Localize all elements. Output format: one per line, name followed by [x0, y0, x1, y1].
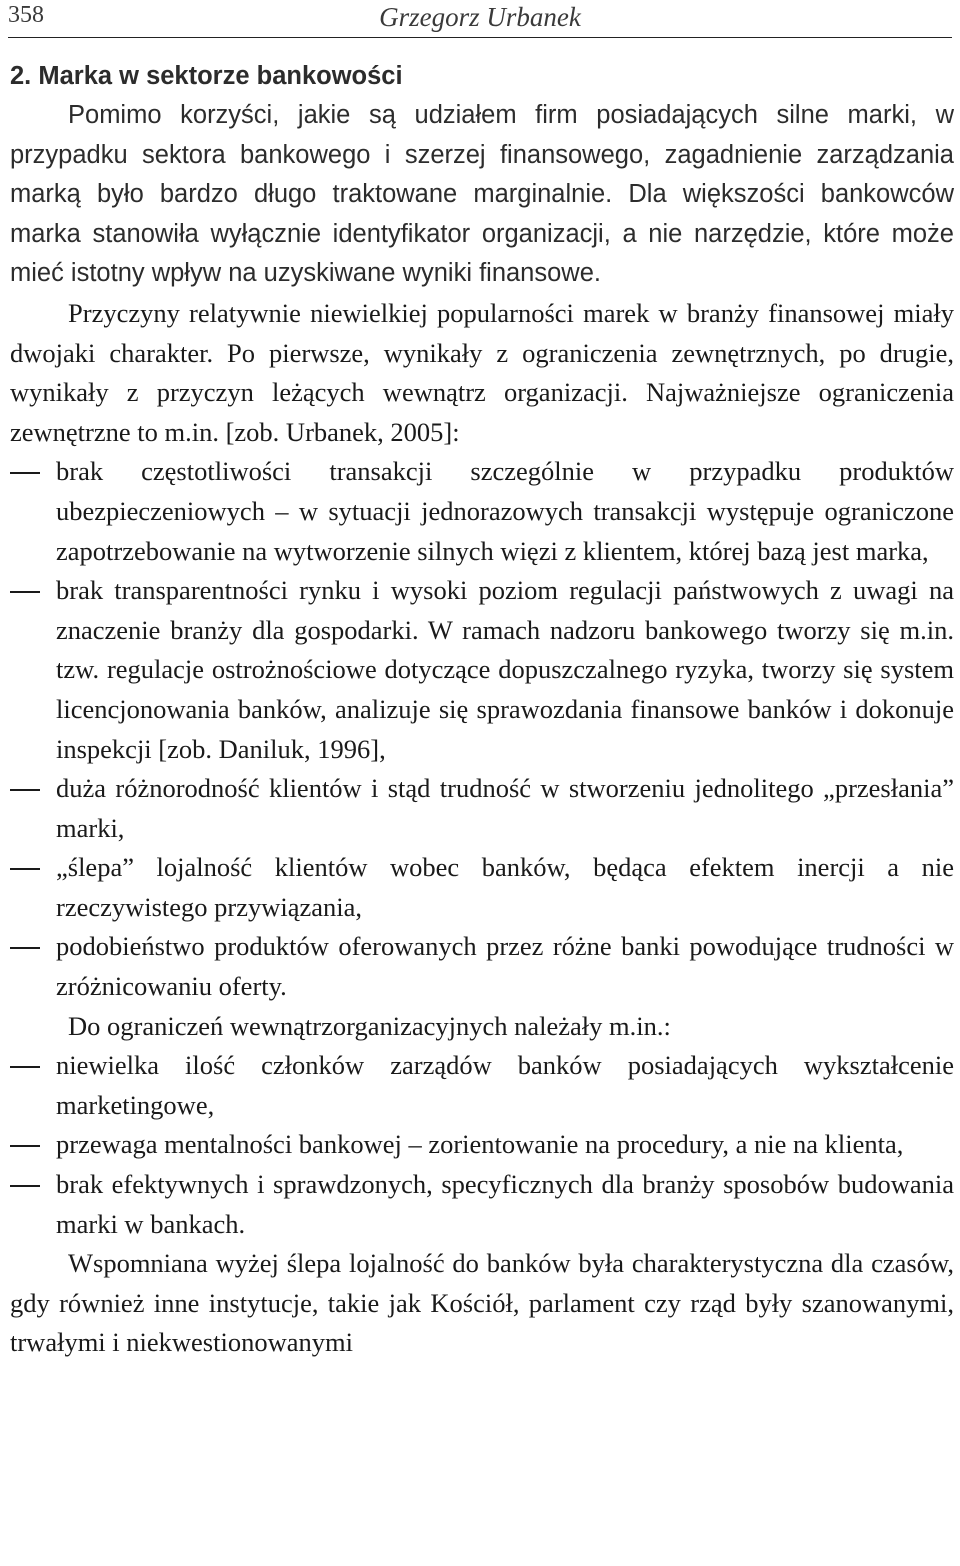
- list-item: duża różnorodność klientów i stąd trudność w stworzeniu jednolitego „przesłania” marki,: [10, 769, 954, 848]
- dash-bullet: [10, 1066, 40, 1068]
- list-item: przewaga mentalności bankowej – zorientowanie na procedury, a nie na klienta,: [10, 1125, 954, 1165]
- dash-bullet: [10, 591, 40, 593]
- list-item: „ślepa” lojalność klientów wobec banków, będąca efektem inercji a nie rzeczywistego przywiązania,: [10, 848, 954, 927]
- paragraph-internal-intro: Do ograniczeń wewnątrzorganizacyjnych należały m.in.:: [68, 1010, 671, 1041]
- page-number: 358: [8, 2, 44, 28]
- body-text: [10, 56, 954, 1363]
- dash-bullet: [10, 1185, 40, 1187]
- paragraph-intro: Pomimo korzyści, jakie są udziałem firm posiadających silne marki, w przypadku sektora bankowego i szerzej finansowego, zagadnienie zarządzania marką było bardzo długo traktowane marginalnie. Dla większości bankowców marka stanowiła wyłącznie identyfikator organizacji, a nie narzędzie, które może mieć istotny wpływ na uzyskiwane wyniki finansowe.: [10, 101, 954, 288]
- list-item: brak transparentności rynku i wysoki poziom regulacji państwowych z uwagi na znaczenie branży dla gospodarki. W ramach nadzoru bankowego tworzy się m.in. tzw. regulacje ostrożnościowe dotyczące dopuszczalnego ryzyka, tworzy się system licencjonowania banków, analizuje się sprawozdania finansowe banków i dokonuje inspekcji [zob. Daniluk, 1996],: [10, 571, 954, 769]
- dash-bullet: [10, 1145, 40, 1147]
- paragraph-causes: Przyczyny relatywnie niewielkiej popularności marek w branży finansowej miały dwojaki charakter. Po pierwsze, wynikały z ograniczenia zewnętrznych, po drugie, wynikały z przyczyn leżących wewnątrz organizacji. Najważniejsze ograniczenia zewnętrzne to m.in. [zob. Urbanek, 2005]:: [10, 297, 954, 447]
- list-item: brak efektywnych i sprawdzonych, specyficznych dla branży sposobów budowania marki w bankach.: [10, 1165, 954, 1244]
- external-constraints-list: [10, 452, 954, 1006]
- list-item: podobieństwo produktów oferowanych przez różne banki powodujące trudności w zróżnicowaniu oferty.: [10, 927, 954, 1006]
- dash-bullet: [10, 868, 40, 870]
- paragraph-blind-loyalty: Wspomniana wyżej ślepa lojalność do banków była charakterystyczna dla czasów, gdy również inne instytucje, takie jak Kościół, parlament czy rząd były szanowanymi, trwałymi i niekwestionowanymi: [10, 1248, 954, 1358]
- dash-bullet: [10, 789, 40, 791]
- list-item: niewielka ilość członków zarządów banków posiadających wykształcenie marketingowe,: [10, 1046, 954, 1125]
- dash-bullet: [10, 947, 40, 949]
- dash-bullet: [10, 472, 40, 474]
- running-head-author: Grzegorz Urbanek: [379, 2, 581, 32]
- section-title: 2. Marka w sektorze bankowości: [10, 62, 403, 90]
- page-header: [8, 0, 952, 38]
- internal-constraints-list: [10, 1046, 954, 1244]
- list-item: brak częstotliwości transakcji szczególnie w przypadku produktów ubezpieczeniowych – w sytuacji jednorazowych transakcji występuje ograniczone zapotrzebowanie na wytworzenie silnych więzi z klientem, której bazą jest marka,: [10, 452, 954, 571]
